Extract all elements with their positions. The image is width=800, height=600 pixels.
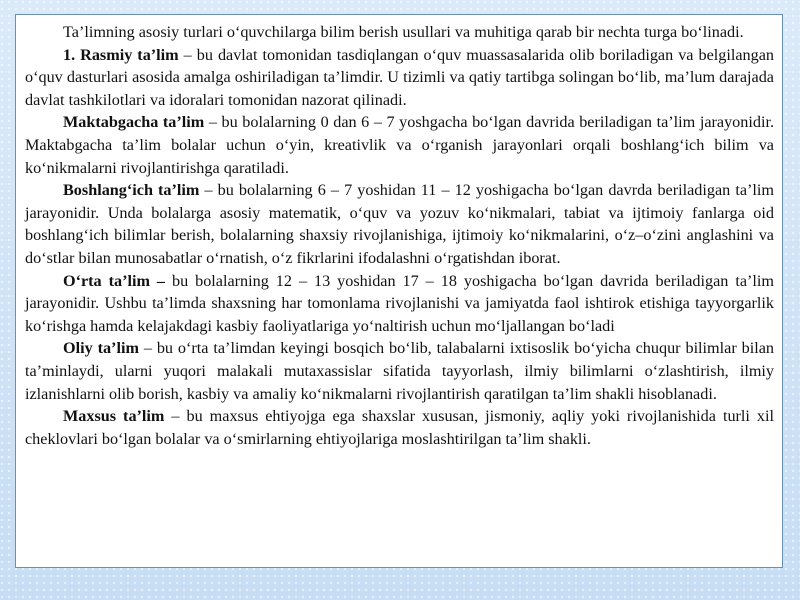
paragraph-heading: Boshlang‘ich ta’lim — [63, 181, 200, 200]
paragraph-heading: Maktabgacha ta’lim — [63, 113, 205, 132]
paragraph-text: – bu bolalarning 0 dan 6 – 7 yoshgacha bo‘lgan davrida beriladigan ta’lim jarayonidir. Maktabgacha ta’lim bolalar uchun o‘yin, kreativlik va o‘rganish jarayonlari orqali boshlang‘ich bilim va ko‘nikmalarni rivojlantirishga qaratiladi. — [25, 113, 775, 177]
document-page — [15, 14, 783, 568]
formal-education-paragraph — [25, 44, 774, 112]
paragraph-text: – bu maxsus ehtiyojga ega shaxslar xususan, jismoniy, aqliy yoki rivojlanishida turli xil cheklovlari bo‘lgan bolalar va o‘smirlarning ehtiyojlariga moslashtirilgan ta’lim shakli. — [25, 407, 774, 448]
secondary-education-paragraph — [25, 270, 774, 338]
paragraph-heading: 1. Rasmiy ta’lim — [63, 45, 179, 64]
paragraph-text: Ta’limning asosiy turlari o‘quvchilarga bilim berish usullari va muhitiga qarab bir nechta turga bo‘linadi. — [63, 23, 744, 41]
intro-paragraph — [25, 21, 774, 44]
paragraph-text: bu bolalarning 12 – 13 yoshidan 17 – 18 yoshigacha bo‘lgan davrida beriladigan ta’lim jarayonidir. Ushbu ta’limda shaxsning har tomonlama rivojlanishi va jamiyatda faol ishtirok etishiga tayyorgarlik ko‘rishga hamda kelajakdagi kasbiy faoliyatlariga yo‘naltirish uchun mo‘ljallangan bo‘ladi — [25, 271, 774, 335]
paragraph-heading: O‘rta ta’lim – — [63, 271, 166, 290]
special-education-paragraph — [25, 405, 774, 450]
paragraph-text: – bu davlat tomonidan tasdiqlangan o‘quv muassasalarida olib boriladigan va belgilangan o‘quv dasturlari asosida amalga oshiriladigan ta’limdir. U tizimli va qatiy tartibga solingan bo‘lib, ma’lum darajada davlat tashkilotlari va idoralari tomonidan nazorat qilinadi. — [25, 45, 774, 109]
preschool-education-paragraph — [25, 111, 774, 179]
paragraph-heading: Maxsus ta’lim — [63, 407, 165, 426]
higher-education-paragraph — [25, 337, 774, 405]
paragraph-text: – bu o‘rta ta’limdan keyingi bosqich bo‘lib, talabalarni ixtisoslik bo‘yicha chuqur bilimlar bilan ta’minlaydi, ularni yuqori malakali mutaxassislar sifatida tayyorlash, ilmiy bilimlarni o‘zlashtirish, ilmiy izlanishlarni olib borish, kasbiy va amaliy ko‘nikmalarni rivojlantirish qaratilgan ta’lim shakli hisoblanadi. — [25, 339, 774, 403]
primary-education-paragraph — [25, 179, 774, 269]
paragraph-heading: Oliy ta’lim — [63, 339, 139, 358]
paragraph-text: – bu bolalarning 6 – 7 yoshidan 11 – 12 yoshigacha bo‘lgan davrda beriladigan ta’lim jarayonidir. Unda bolalarga asosiy matematik, o‘quv va yozuv ko‘nikmalari, tabiat va ijtimoiy fanlarga oid boshlang‘ich bilimlar berish, bolalarning shaxsiy rivojlanishiga, ijtimoiy ko‘nikmalarini, o‘z–o‘zini anglashini va do‘stlar bilan munosabatlar o‘rnatish, o‘z fikrlarini ifodalashni o‘rgatishdan iborat. — [25, 181, 775, 267]
